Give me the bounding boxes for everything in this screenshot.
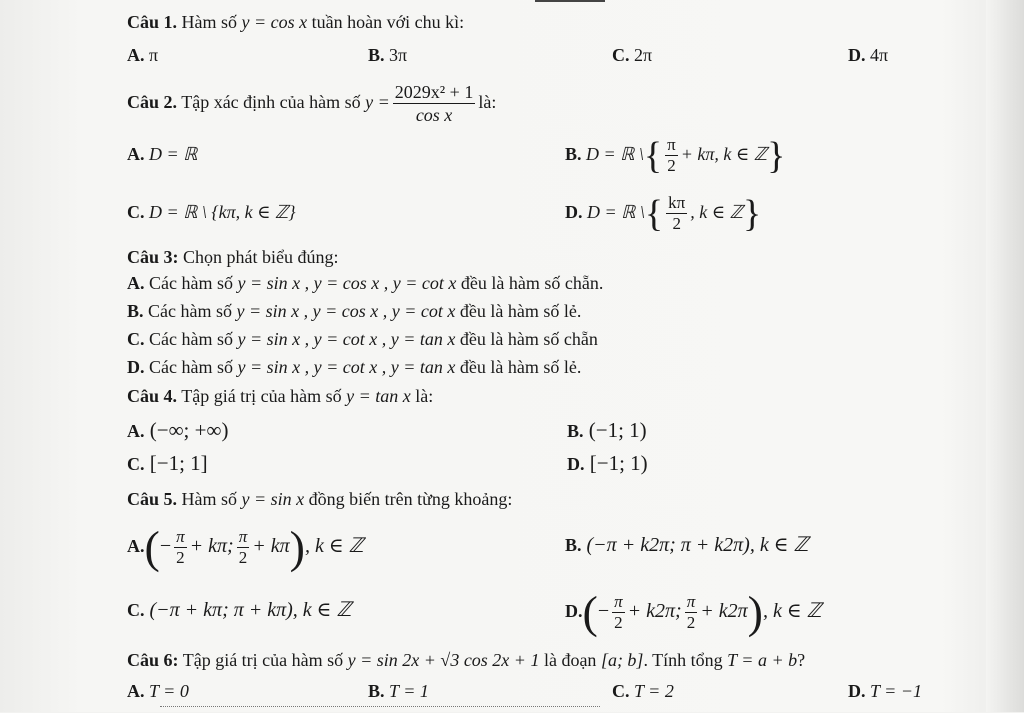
q6-rest: . Tính tổng (643, 650, 723, 670)
option-letter: B. (567, 421, 584, 441)
q2-numerator: 2029x² + 1 (394, 82, 474, 103)
q5-func: y = sin x (241, 489, 305, 509)
option-fraction (612, 592, 625, 633)
q6-func: y = sin 2x + √3 cos 2x + 1 (347, 650, 540, 670)
option-value: 3π (389, 45, 408, 65)
q1-rest: tuần hoàn với chu kì: (311, 12, 465, 32)
option-value: 2π (634, 45, 653, 65)
option-value: [−1; 1) (589, 451, 648, 475)
option-value: D = ℝ (149, 144, 198, 164)
minus-sign: − (597, 600, 610, 622)
left-brace: { (644, 192, 664, 235)
q6-option-b (368, 679, 429, 703)
option-value: 4π (870, 45, 889, 65)
q5-stem (127, 487, 512, 511)
q4-option-c (127, 451, 208, 476)
q6-option-d (848, 679, 922, 703)
q1-option-a (127, 43, 158, 67)
q3-text: Chọn phát biểu đúng: (183, 247, 339, 267)
option-value: (−1; 1) (588, 418, 647, 442)
q3-option-b (127, 299, 581, 323)
option-pre: Các hàm số (149, 357, 233, 377)
option-post: đều là hàm số chẵn. (460, 273, 604, 293)
q5-label: Câu 5. (127, 489, 178, 509)
option-letter: C. (127, 202, 145, 222)
q1-text: Hàm số (181, 12, 238, 32)
frac-num: π (176, 526, 185, 546)
q2-denominator: cos x (415, 105, 453, 126)
option-letter: C. (127, 329, 145, 349)
q6-stem (127, 648, 805, 672)
option-end: + k2π (700, 600, 748, 622)
q6-sum: T = a + b (727, 650, 798, 670)
option-fraction (685, 592, 698, 633)
frac-den: 2 (686, 612, 696, 632)
frac-den: 2 (176, 547, 185, 567)
right-brace: } (767, 134, 786, 177)
q4-option-d (567, 451, 648, 476)
q1-stem (127, 10, 464, 34)
option-letter: D. (848, 681, 866, 701)
q1-option-b (368, 43, 407, 67)
option-prefix: D = ℝ \ (587, 202, 645, 222)
frac-num: π (614, 591, 623, 611)
q3-stem (127, 245, 339, 269)
minus-sign: − (159, 535, 172, 557)
q2-label: Câu 2. (127, 92, 178, 112)
q2-option-c (127, 200, 296, 224)
option-funcs: y = sin x , y = cos x , y = cot x (237, 273, 457, 293)
frac-num: π (238, 526, 248, 546)
option-letter: C. (612, 681, 630, 701)
option-letter: B. (565, 144, 582, 164)
q4-text: Tập giá trị của hàm số (181, 386, 342, 406)
page-edge-shadow (986, 0, 1024, 712)
frac-den: 2 (238, 547, 248, 567)
frac-den: 2 (614, 612, 623, 632)
q1-func: y = cos x (241, 12, 308, 32)
frac-den: 2 (667, 156, 676, 176)
q3-option-d (127, 355, 581, 379)
option-letter: C. (612, 45, 630, 65)
q6-option-c (612, 679, 674, 703)
q5-option-b (565, 533, 808, 557)
q5-option-d (565, 583, 822, 639)
q6-label: Câu 6: (127, 650, 179, 670)
option-fraction (666, 193, 687, 234)
left-paren: ( (582, 586, 598, 638)
option-letter: D. (565, 601, 583, 621)
right-paren: ) (747, 586, 763, 638)
option-value: (−π + kπ; π + kπ), k ∈ ℤ (149, 599, 352, 621)
option-mid: + kπ; (189, 535, 234, 557)
q4-rest: là: (415, 386, 434, 406)
option-value: T = 2 (634, 681, 674, 701)
q5-text: Hàm số (181, 489, 238, 509)
q2-option-a (127, 142, 197, 166)
q2-y: y = (365, 92, 390, 112)
option-k: , k ∈ ℤ (304, 535, 364, 557)
option-post: đều là hàm số lẻ. (459, 301, 582, 321)
option-letter: A. (127, 45, 145, 65)
option-funcs: y = sin x , y = cot x , y = tan x (237, 357, 456, 377)
option-value: (−π + k2π; π + k2π), k ∈ ℤ (586, 534, 809, 556)
q5-option-c (127, 598, 351, 622)
option-value: (−∞; +∞) (149, 418, 229, 442)
option-suffix: , k ∈ ℤ (690, 202, 743, 222)
q5-rest: đồng biến trên từng khoảng: (308, 489, 513, 509)
option-value: [−1; 1] (149, 451, 208, 475)
q3-option-c (127, 327, 598, 351)
option-letter: C. (127, 600, 145, 620)
option-end: + kπ (252, 535, 290, 557)
q6-question-mark: ? (797, 650, 806, 670)
q1-label: Câu 1. (127, 12, 178, 32)
option-mid: + k2π; (627, 600, 682, 622)
option-k: , k ∈ ℤ (762, 600, 822, 622)
option-letter: D. (127, 357, 145, 377)
option-funcs: y = sin x , y = cot x , y = tan x (237, 329, 456, 349)
q2-option-d (565, 188, 761, 236)
option-post: đều là hàm số lẻ. (459, 357, 582, 377)
option-value: π (149, 45, 159, 65)
q4-label: Câu 4. (127, 386, 178, 406)
q4-func: y = tan x (346, 386, 411, 406)
q4-option-a (127, 418, 228, 443)
option-letter: B. (127, 301, 144, 321)
option-fraction (237, 527, 250, 568)
option-pre: Các hàm số (149, 273, 233, 293)
frac-num: π (686, 591, 696, 611)
option-suffix: + kπ, k ∈ ℤ (680, 144, 768, 164)
q3-option-a (127, 271, 603, 295)
option-fraction (174, 527, 187, 568)
option-pre: Các hàm số (148, 301, 232, 321)
q2-fraction (393, 81, 476, 126)
option-prefix: D = ℝ \ (586, 144, 644, 164)
frac-num: kπ (668, 193, 686, 213)
left-paren: ( (144, 521, 160, 573)
q2-rest: là: (478, 92, 497, 112)
q6-option-a (127, 679, 189, 703)
option-fraction (665, 135, 678, 176)
q5-option-a (127, 518, 364, 574)
option-value: T = 1 (389, 681, 429, 701)
option-value: T = 0 (149, 681, 189, 701)
option-letter: B. (368, 681, 385, 701)
option-letter: D. (848, 45, 866, 65)
option-letter: A. (127, 144, 145, 164)
q2-stem (127, 74, 496, 130)
option-letter: A. (127, 681, 145, 701)
q6-interval: [a; b] (600, 650, 644, 670)
option-letter: D. (565, 202, 583, 222)
q2-text: Tập xác định của hàm số (181, 92, 361, 112)
q1-option-d (848, 43, 888, 67)
frac-num: π (667, 135, 676, 155)
option-letter: A. (127, 536, 145, 556)
option-funcs: y = sin x , y = cos x , y = cot x (236, 301, 456, 321)
option-pre: Các hàm số (149, 329, 233, 349)
q4-option-b (567, 418, 647, 443)
option-letter: D. (567, 454, 585, 474)
option-letter: B. (368, 45, 385, 65)
q6-text: Tập giá trị của hàm số (182, 650, 344, 670)
left-brace: { (643, 134, 663, 177)
option-letter: A. (127, 421, 145, 441)
q1-option-c (612, 43, 652, 67)
q3-label: Câu 3: (127, 247, 179, 267)
option-post: đều là hàm số chẵn (459, 329, 598, 349)
option-value: D = ℝ \ {kπ, k ∈ ℤ} (149, 202, 296, 222)
option-letter: A. (127, 273, 145, 293)
option-value: T = −1 (870, 681, 922, 701)
right-paren: ) (289, 521, 305, 573)
q4-stem (127, 384, 433, 408)
option-letter: B. (565, 535, 582, 555)
option-letter: C. (127, 454, 145, 474)
q2-option-b (565, 130, 785, 178)
right-brace: } (742, 192, 762, 235)
frac-den: 2 (672, 214, 681, 234)
top-scan-mark (535, 0, 605, 2)
q6-mid: là đoạn (543, 650, 597, 670)
